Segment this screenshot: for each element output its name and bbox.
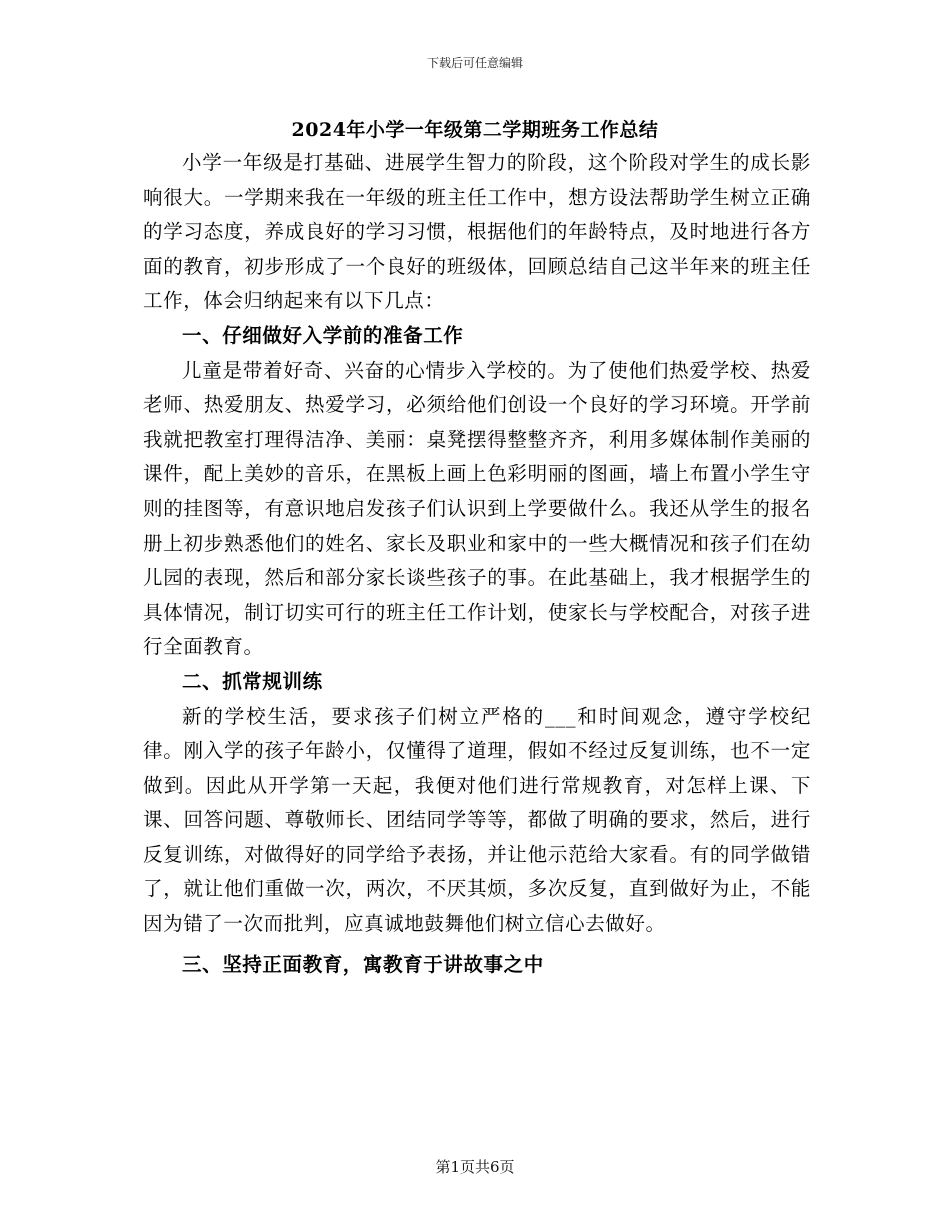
section-2-heading: 二、抓常规训练	[182, 669, 323, 693]
section-1-heading: 一、仔细做好入学前的准备工作	[182, 323, 464, 347]
intro-paragraph: 小学一年级是打基础、进展学生智力的阶段，这个阶段对学生的成长影响很大。一学期来我在一年级的班主任工作中，想方设法帮助学生树立正确的学习态度，养成良好的学习习惯，根据他们的年龄特点，及时地进行各方面的教育，初步形成了一个良好的班级体，回顾总结自己这半年来的班主任工作，体会归纳起来有以下几点：	[143, 151, 811, 313]
page-footer: 第1页共6页	[435, 1158, 515, 1176]
document-title: 2024年小学一年级第二学期班务工作总结	[291, 119, 659, 141]
section-1-body: 儿童是带着好奇、兴奋的心情步入学校的。为了使他们热爱学校、热爱老师、热爱朋友、热爱学习，必须给他们创设一个良好的学习环境。开学前我就把教室打理得洁净、美丽：桌凳摆得整整齐齐，利用多媒体制作美丽的课件，配上美妙的音乐，在黑板上画上色彩明丽的图画，墙上布置小学生守则的挂图等，有意识地启发孩子们认识到上学要做什么。我还从学生的报名册上初步熟悉他们的姓名、家长及职业和家中的一些大概情况和孩子们在幼儿园的表现，然后和部分家长谈些孩子的事。在此基础上，我才根据学生的具体情况，制订切实可行的班主任工作计划，使家长与学校配合，对孩子进行全面教育。	[143, 358, 811, 659]
section-2-body: 新的学校生活，要求孩子们树立严格的___和时间观念，遵守学校纪律。刚入学的孩子年龄小，仅懂得了道理，假如不经过反复训练，也不一定做到。因此从开学第一天起，我便对他们进行常规教育，对怎样上课、下课、回答问题、尊敬师长、团结同学等等，都做了明确的要求，然后，进行反复训练，对做得好的同学给予表扬，并让他示范给大家看。有的同学做错了，就让他们重做一次，两次，不厌其烦，多次反复，直到做好为止，不能因为错了一次而批判，应真诚地鼓舞他们树立信心去做好。	[143, 704, 811, 936]
header-note: 下载后可任意编辑	[426, 56, 523, 70]
document-body	[143, 146, 811, 982]
section-3-heading: 三、坚持正面教育，寓教育于讲故事之中	[182, 952, 544, 976]
